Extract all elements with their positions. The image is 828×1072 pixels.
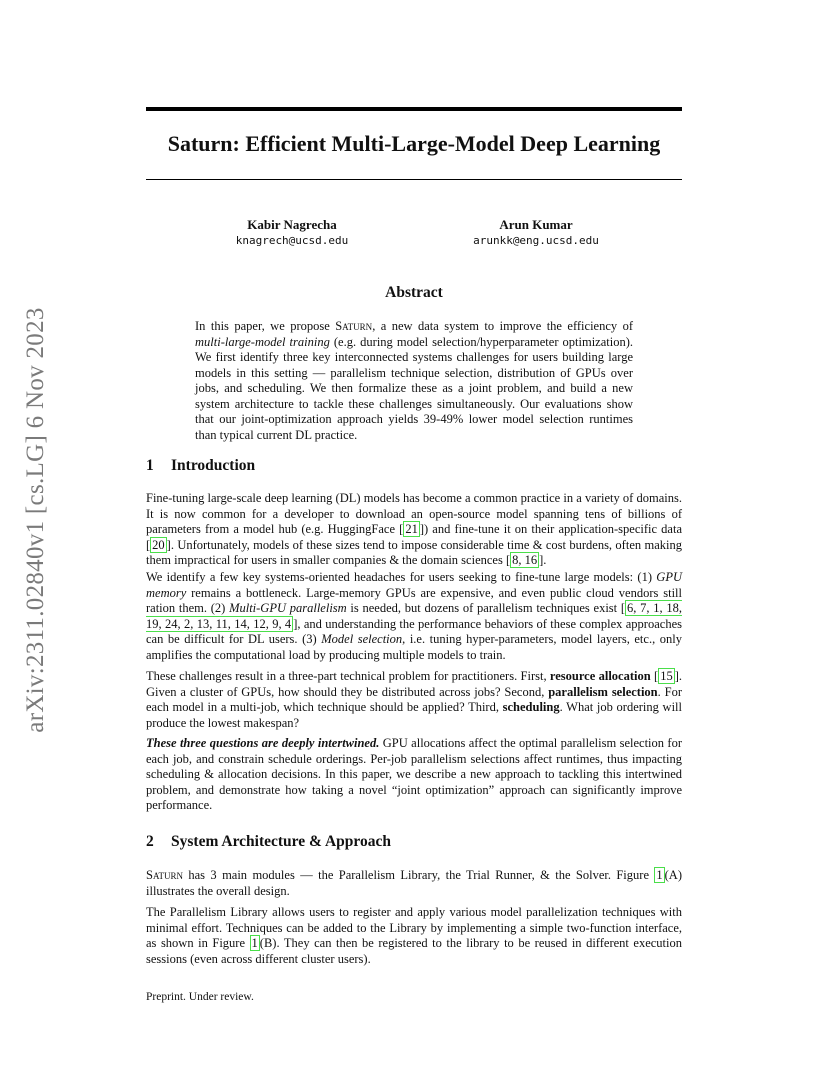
figure-link[interactable]: 1	[251, 936, 258, 950]
footer-note: Preprint. Under review.	[146, 991, 254, 1003]
author-block	[146, 216, 682, 256]
author-1	[192, 216, 392, 248]
citation-link[interactable]: 20	[152, 537, 165, 552]
system-name: Saturn	[146, 868, 183, 882]
author-name: Arun Kumar	[499, 217, 573, 232]
intro-paragraph-3: These challenges result in a three-part technical problem for practitioners. First, resource allocation [ 15 ]. Given a cluster of GPUs, how should they be distributed across jobs? Second, parallelism selection. For each model in a multi-job, which technique should be applied? Third, scheduling. What job ordering will produce the lowest makespan?	[146, 669, 682, 730]
citation-link[interactable]: 21	[405, 522, 418, 536]
section-heading-architecture: 2 System Architecture & Approach	[146, 833, 391, 850]
system-name: Saturn	[335, 319, 373, 333]
author-2	[436, 216, 636, 248]
arch-paragraph-2: The Parallelism Library allows users to register and apply various model parallelization techniques with minimal effort. Techniques can be added to the Library by implementing a simple two-function interface, as shown in Figure 1 (B). They can then be registered to the library to be reused in different execution sessions (even across different cluster users).	[146, 905, 682, 966]
intro-paragraph-2: We identify a few key systems-oriented headaches for users seeking to fine-tune large models: (1) GPU memory remains a bottleneck. Large-memory GPUs are expensive, and even public cloud vendors still ration them. (2) Multi-GPU parallelism is needed, but dozens of parallelism techniques exist [ 6, 7, 1, 18, 19, 24, 2, 13, 11, 14, 12, 9, 4 ], and understanding the performance behaviors of these complex approaches can be difficult for DL users. (3) Model selection, i.e. tuning hyper-parameters, model layers, etc., only amplifies the computational load by producing multiple models to train.	[146, 570, 682, 662]
paper-title: Saturn: Efficient Multi-Large-Model Deep Learning	[167, 131, 661, 156]
author-name: Kabir Nagrecha	[247, 217, 337, 232]
abstract-heading: Abstract	[385, 284, 443, 301]
citation-link[interactable]: 6, 7, 1, 18, 19, 24, 2, 13, 11, 14, 12, 9, 4	[146, 601, 682, 631]
figure-link[interactable]: 1	[656, 868, 663, 882]
title-rule-bottom	[146, 179, 682, 180]
arch-paragraph-1: Saturn has 3 main modules — the Parallelism Library, the Trial Runner, & the Solver. Figure 1 (A) illustrates the overall design.	[146, 868, 682, 898]
author-email: arunkk@eng.ucsd.edu	[473, 234, 599, 247]
intro-paragraph-1: Fine-tuning large-scale deep learning (DL) models has become a common practice in a variety of domains. It is now common for a developer to download an open-source model spanning tens of billions of parameters from a model hub (e.g. HuggingFace [ 21 ]) and fine-tune it on their application-specific data [ 20 ]. Unfortunately, models of these sizes tend to impose considerable time & cost burdens, often making them impractical for users in smaller companies & the domain sciences [ 8, 16 ].	[146, 491, 682, 567]
abstract-body: In this paper, we propose Saturn, a new data system to improve the efficiency of multi-large-model training (e.g. during model selection/hyperparameter optimization). We first identify three key interconnected systems challenges for users building large models in this setting — parallelism technique selection, distribution of GPUs over jobs, and scheduling. We then formalize these as a joint problem, and build a new system architecture to tackle these challenges simultaneously. Our evaluations show that our joint-optimization approach yields 39-49% lower model selection runtimes than typical current DL practice.	[195, 319, 634, 442]
title-rule-top	[146, 107, 682, 111]
section-heading-introduction: 1 Introduction	[146, 457, 256, 474]
arxiv-sidebar	[20, 290, 52, 750]
citation-link[interactable]: 8, 16	[512, 553, 538, 567]
author-email: knagrech@ucsd.edu	[235, 234, 349, 247]
arxiv-identifier: arXiv:2311.02840v1 [cs.LG] 6 Nov 2023	[22, 307, 49, 733]
citation-link[interactable]: 15	[660, 669, 673, 683]
intro-paragraph-4: These three questions are deeply intertwined. GPU allocations affect the optimal parallelism selection for each job, and constrain schedule orderings. Per-job parallelism selections affect runtimes, thus impacting scheduling & allocation decisions. In this paper, we describe a new approach to tackling this intertwined problem, and demonstrate how taking a novel “joint optimization” approach can significantly improve performance.	[146, 736, 683, 812]
